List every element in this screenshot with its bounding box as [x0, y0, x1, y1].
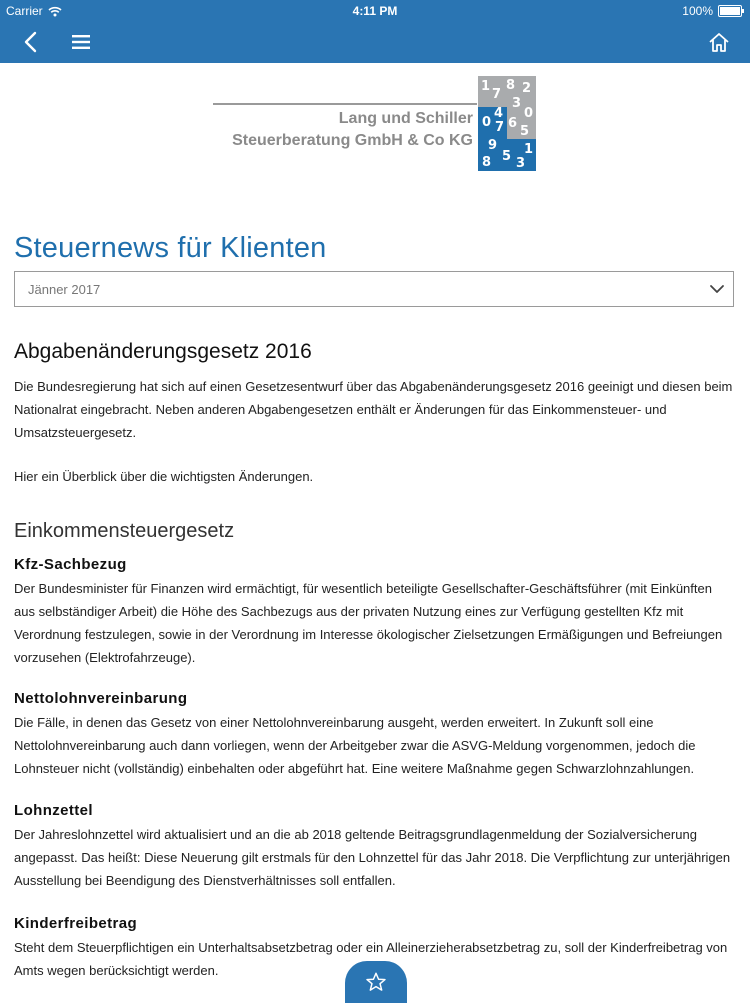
logo-digit: 0	[524, 106, 534, 121]
favorite-button[interactable]	[345, 961, 407, 1003]
logo-digit: 5	[520, 124, 530, 139]
logo-digit: 4	[494, 106, 504, 121]
status-time: 4:11 PM	[352, 4, 398, 18]
item-heading: Kinderfreibetrag	[14, 915, 138, 932]
article-intro: Die Bundesregierung hat sich auf einen Gesetzesentwurf über das Abgabenänderungsgesetz 2016 geeinigt und diesen beim Nationalrat eingebracht. Neben anderen Abgabengesetzen enthält er Änderungen für das Einkommensteuer- und Umsatzsteuergesetz.	[14, 379, 733, 440]
logo-digit-grid	[478, 76, 536, 171]
logo-digit: 0	[482, 115, 492, 130]
logo-digit: 1	[524, 142, 534, 157]
carrier-label: Carrier	[6, 4, 43, 18]
company-logo	[213, 76, 543, 173]
home-button[interactable]	[704, 28, 734, 56]
logo-digit: 3	[512, 96, 522, 111]
back-button[interactable]	[15, 28, 45, 56]
chevron-down-icon	[709, 281, 725, 297]
status-bar	[0, 0, 750, 22]
top-bar	[0, 0, 750, 63]
item-heading: Kfz-Sachbezug	[14, 556, 127, 573]
page-title: Steuernews für Klienten	[14, 232, 327, 264]
menu-button[interactable]	[66, 28, 96, 56]
logo-digit: 2	[522, 81, 532, 96]
logo-digit: 6	[508, 116, 518, 131]
logo-digit: 8	[482, 155, 492, 170]
logo-digit: 7	[495, 120, 505, 135]
logo-divider	[213, 103, 477, 105]
item-text: Der Jahreslohnzettel wird aktualisiert und an die ab 2018 geltende Beitragsgrundlagenmeldung der Sozialversicherung angepasst. Das heißt: Diese Neuerung gilt erstmals für den Lohnzettel für das Jahr 2018. Die Verpflichtung zur unterjährigen Ausstellung bei Beendigung des Dienstverhältnisses soll entfallen.	[14, 827, 731, 888]
logo-digit: 3	[516, 156, 526, 171]
month-select[interactable]	[14, 271, 734, 307]
month-select-value: Jänner 2017	[28, 282, 101, 297]
article-title: Abgabenänderungsgesetz 2016	[14, 340, 312, 363]
home-icon	[708, 31, 730, 53]
logo-digit: 8	[506, 78, 516, 93]
item-heading: Nettolohnvereinbarung	[14, 690, 188, 707]
status-right	[682, 4, 742, 18]
battery-icon	[718, 5, 742, 17]
item-heading: Lohnzettel	[14, 802, 93, 819]
logo-line-2: Steuerberatung GmbH & Co KG	[232, 132, 473, 149]
logo-digit: 7	[492, 87, 502, 102]
battery-percent: 100%	[682, 4, 713, 18]
back-chevron-icon	[23, 31, 37, 53]
logo-line-1: Lang und Schiller	[338, 110, 473, 127]
nav-bar	[0, 22, 750, 63]
item-text: Steht dem Steuerpflichtigen ein Unterhaltsabsetzbetrag oder ein Alleinerzieherabsetzbetrag zu, soll der Kinderfreibetrag von Amts wegen berücksichtigt werden.	[14, 940, 728, 978]
logo-digit: 5	[502, 149, 512, 164]
logo-digit: 1	[481, 79, 491, 94]
star-icon	[365, 971, 387, 993]
item-text: Die Fälle, in denen das Gesetz von einer Nettolohnvereinbarung ausgeht, werden erweitert. In Zukunft soll eine Nettolohnvereinbarung auch dann vorliegen, wenn der Arbeitgeber zwar die ASVG-Meldung vorgenommen, jedoch die Lohnsteuer nicht (vollständig) einbehalten oder abgeführt hat. Eine weitere Maßnahme gegen Schwarzlohnzahlungen.	[14, 715, 696, 776]
logo-digit: 9	[488, 138, 498, 153]
section-title: Einkommensteuergesetz	[14, 520, 235, 542]
menu-icon	[72, 35, 90, 49]
item-text: Der Bundesminister für Finanzen wird ermächtigt, für wesentlich beteiligte Gesellschafter-Geschäftsführer (mit Einkünften aus selbständiger Arbeit) die Höhe des Sachbezugs aus der privaten Nutzung eines zur Verfügung gestellten Kfz mit Verordnung festzulegen, sowie in der Verordnung im Interesse ökologischer Zielsetzungen Ermäßigungen und Befreiungen vorzusehen (Elektrofahrzeuge).	[14, 581, 723, 665]
article-overview: Hier ein Überblick über die wichtigsten Änderungen.	[14, 469, 314, 484]
